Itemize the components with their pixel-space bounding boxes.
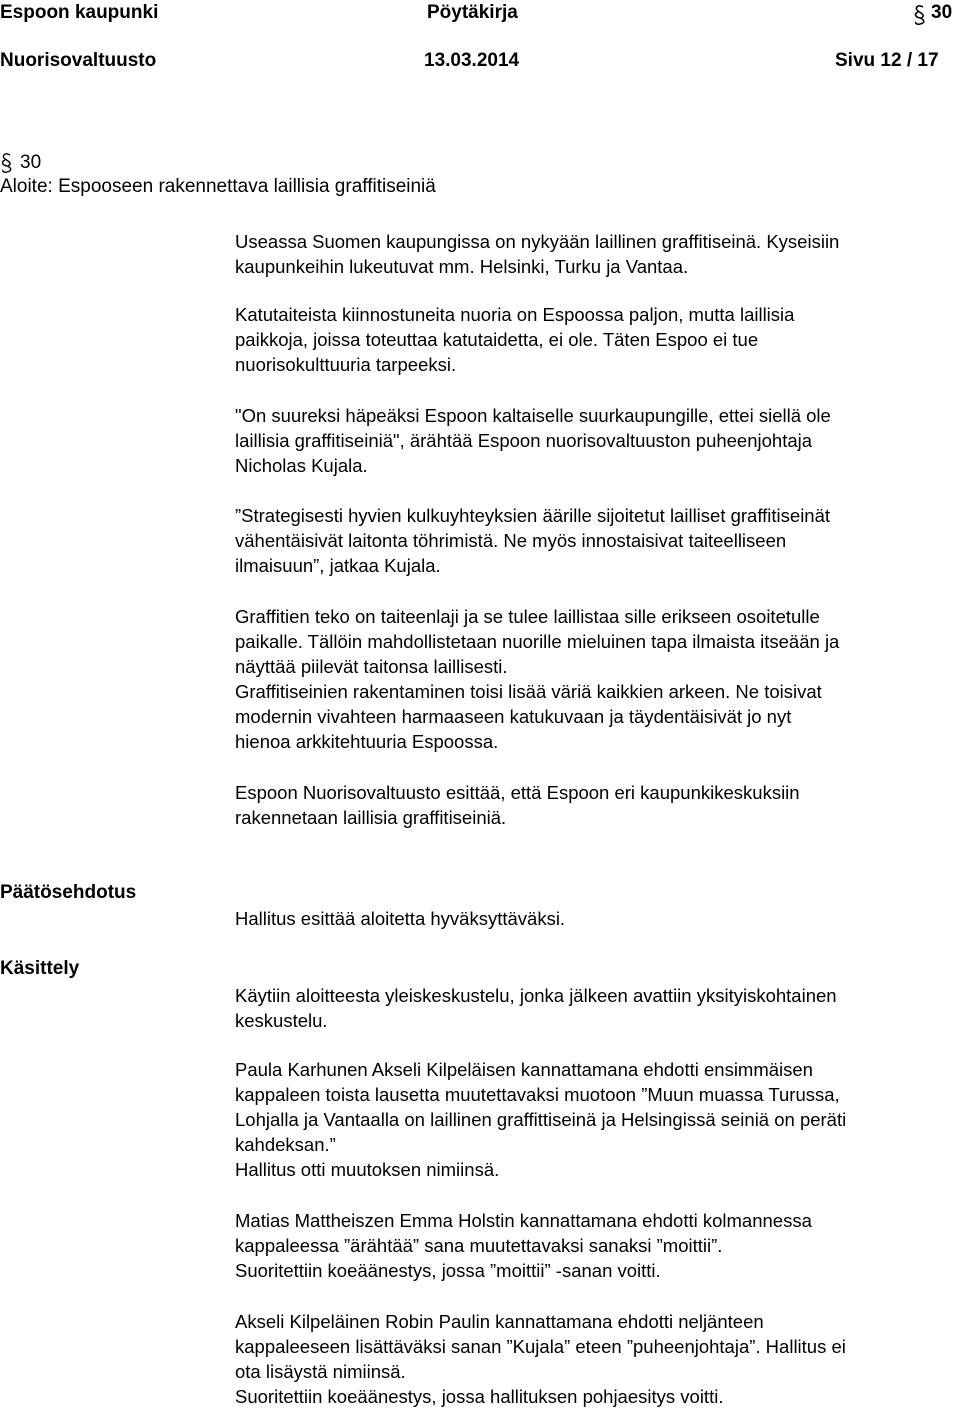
paragraph-line: Suoritettiin koeäänestys, jossa hallituksen pohjaesitys voitti. bbox=[235, 1386, 724, 1407]
paragraph-line: Hallitus otti muutoksen nimiinsä. bbox=[235, 1159, 500, 1180]
paragraph-line: näyttää piilevät taitonsa laillisesti. bbox=[235, 656, 508, 677]
paragraph-line: Matias Mattheiszen Emma Holstin kannattamana ehdotti kolmannessa bbox=[235, 1210, 812, 1231]
section-number: 30 bbox=[20, 152, 42, 173]
paragraph-4 bbox=[235, 503, 960, 578]
paragraph-2 bbox=[235, 302, 960, 377]
paragraph-line: rakennetaan laillisia graffitiseiniä. bbox=[235, 807, 507, 828]
paragraph-line: Suoritettiin koeäänestys, jossa ”moittii” -sanan voitti. bbox=[235, 1260, 661, 1281]
header-doc-type: Pöytäkirja bbox=[427, 2, 518, 23]
paragraph-line: Espoon Nuorisovaltuusto esittää, että Espoon eri kaupunkikeskuksiin bbox=[235, 782, 800, 803]
paragraph-line: kahdeksan.” bbox=[235, 1134, 336, 1155]
section-title: Aloite: Espooseen rakennettava laillisia graffitiseiniä bbox=[0, 176, 436, 197]
section-marker-icon bbox=[913, 4, 929, 26]
paragraph-line: Katutaiteista kiinnostuneita nuoria on Espoossa paljon, mutta laillisia bbox=[235, 304, 795, 325]
paragraph-line: ”Strategisesti hyvien kulkuyhteyksien äärille sijoitetut lailliset graffitiseinät bbox=[235, 505, 831, 526]
paragraph-line: "On suureksi häpeäksi Espoon kaltaiselle suurkaupungille, ettei siellä ole bbox=[235, 405, 831, 426]
paragraph-line: Paula Karhunen Akseli Kilpeläisen kannattamana ehdotti ensimmäisen bbox=[235, 1059, 813, 1080]
paragraph-line: Käytiin aloitteesta yleiskeskustelu, jonka jälkeen avattiin yksityiskohtainen bbox=[235, 985, 837, 1006]
proposal-line: Hallitus esittää aloitetta hyväksyttäväksi. bbox=[235, 908, 566, 929]
paragraph-line: Useassa Suomen kaupungissa on nykyään laillinen graffitiseinä. Kyseisiin bbox=[235, 231, 840, 252]
paragraph-line: kappaleeseen lisättäväksi sanan ”Kujala” eteen ”puheenjohtaja”. Hallitus ei bbox=[235, 1336, 846, 1357]
header-body-name: Nuorisovaltuusto bbox=[0, 50, 157, 71]
paragraph-line: kappaleessa ”ärähtää” sana muutettavaksi sanaksi ”moittii”. bbox=[235, 1235, 723, 1256]
paragraph-line: nuorisokulttuuria tarpeeksi. bbox=[235, 354, 457, 375]
proposal-text bbox=[235, 906, 960, 931]
paragraph-line: paikalle. Tällöin mahdollistetaan nuorille mieluinen tapa ilmaista itseään ja bbox=[235, 631, 840, 652]
paragraph-line: vähentäisivät laitonta töhrimistä. Ne myös innostaisivat taiteelliseen bbox=[235, 530, 787, 551]
paragraph-5 bbox=[235, 604, 960, 754]
paragraph-line: Akseli Kilpeläinen Robin Paulin kannattamana ehdotti neljänteen bbox=[235, 1311, 764, 1332]
handling-paragraph-3 bbox=[235, 1208, 960, 1283]
paragraph-line: laillisia graffitiseiniä", ärähtää Espoon nuorisovaltuuston puheenjohtaja bbox=[235, 430, 813, 451]
paragraph-3 bbox=[235, 403, 960, 478]
paragraph-line: Nicholas Kujala. bbox=[235, 455, 368, 476]
paragraph-line: ota lisäystä nimiinsä. bbox=[235, 1361, 406, 1382]
paragraph-line: Lohjalla ja Vantaalla on laillinen graffittiseinä ja Helsingissä seiniä on peräti bbox=[235, 1109, 847, 1130]
header-date: 13.03.2014 bbox=[424, 50, 520, 71]
paragraph-line: paikkoja, joissa toteuttaa katutaidetta, ei ole. Täten Espoo ei tue bbox=[235, 329, 759, 350]
paragraph-line: kappaleen toista lausetta muutettavaksi muotoon ”Muun muassa Turussa, bbox=[235, 1084, 840, 1105]
paragraph-line: kaupunkeihin lukeutuvat mm. Helsinki, Turku ja Vantaa. bbox=[235, 256, 689, 277]
paragraph-1 bbox=[235, 229, 960, 279]
paragraph-line: hienoa arkkitehtuuria Espoossa. bbox=[235, 731, 499, 752]
paragraph-line: Graffitiseinien rakentaminen toisi lisää väriä kaikkien arkeen. Ne toisivat bbox=[235, 681, 822, 702]
proposal-label: Päätösehdotus bbox=[0, 882, 137, 903]
handling-paragraph-4 bbox=[235, 1309, 960, 1409]
paragraph-6 bbox=[235, 780, 960, 830]
paragraph-line: Graffitien teko on taiteenlaji ja se tulee laillistaa sille erikseen osoitetulle bbox=[235, 606, 820, 627]
paragraph-line: keskustelu. bbox=[235, 1010, 328, 1031]
handling-paragraph-2 bbox=[235, 1057, 960, 1182]
header-org: Espoon kaupunki bbox=[0, 2, 159, 23]
header-page: Sivu 12 / 17 bbox=[835, 50, 939, 71]
section-marker-icon bbox=[0, 152, 16, 174]
handling-label: Käsittely bbox=[0, 958, 80, 979]
paragraph-line: ilmaisuun”, jatkaa Kujala. bbox=[235, 555, 441, 576]
header-section-number: 30 bbox=[931, 2, 953, 23]
paragraph-line: modernin vivahteen harmaaseen katukuvaan ja täydentäisivät jo nyt bbox=[235, 706, 792, 727]
handling-paragraph-1 bbox=[235, 983, 960, 1033]
